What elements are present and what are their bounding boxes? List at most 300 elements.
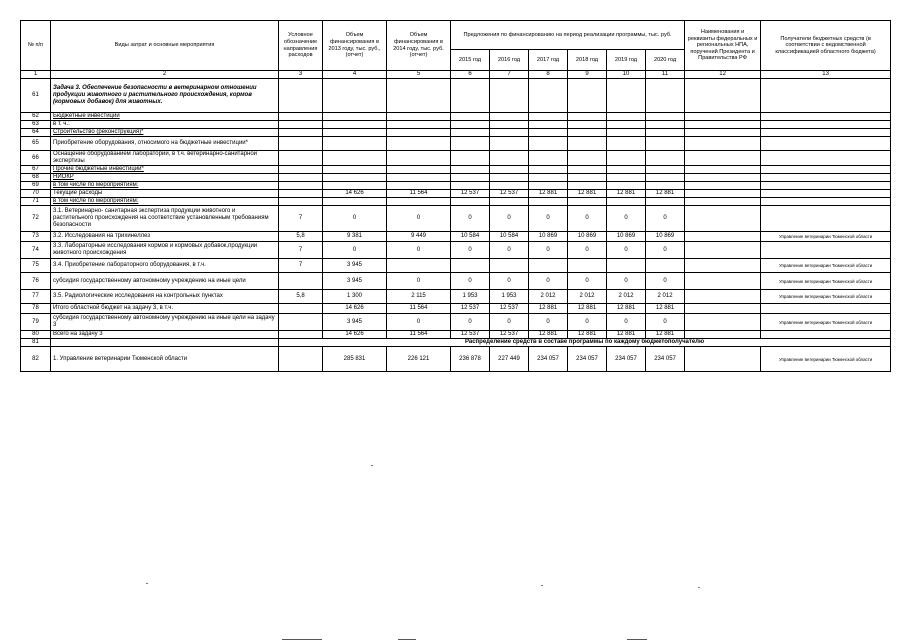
row-description: Текущие расходы <box>51 190 279 198</box>
row-legal-acts <box>685 129 761 137</box>
row-year-value: 12 881 <box>568 190 607 198</box>
row-year-value <box>451 182 490 190</box>
row-description <box>51 339 279 347</box>
row-direction <box>279 137 323 151</box>
row-year-value: 234 057 <box>607 347 646 372</box>
row-direction: 7 <box>279 259 323 273</box>
row-year-value <box>646 79 685 113</box>
row-year-value <box>646 259 685 273</box>
row-direction <box>279 129 323 137</box>
row-volume-2014: 11 564 <box>387 331 451 339</box>
row-year-value: 12 881 <box>646 331 685 339</box>
row-volume-2014 <box>387 166 451 174</box>
row-legal-acts <box>685 347 761 372</box>
row-description: в т. ч.: <box>51 121 279 129</box>
row-volume-2013 <box>323 137 387 151</box>
row-number: 74 <box>21 242 51 259</box>
row-year-value <box>568 137 607 151</box>
row-year-value <box>490 121 529 129</box>
row-number: 79 <box>21 314 51 331</box>
row-legal-acts <box>685 314 761 331</box>
row-description: 3.2. Исследования на трихинеллез <box>51 232 279 242</box>
row-year-value: 227 449 <box>490 347 529 372</box>
row-year-value: 0 <box>490 273 529 290</box>
row-year-value <box>607 198 646 206</box>
column-number: 1 <box>21 71 51 79</box>
row-year-value <box>529 151 568 166</box>
row-volume-2014: 226 121 <box>387 347 451 372</box>
row-legal-acts <box>685 331 761 339</box>
distribution-row <box>21 339 891 347</box>
row-number: 66 <box>21 151 51 166</box>
row-year-value <box>568 166 607 174</box>
row-year-value <box>490 137 529 151</box>
row-legal-acts <box>685 166 761 174</box>
row-year-value <box>451 198 490 206</box>
table-row <box>21 273 891 290</box>
row-year-value <box>607 182 646 190</box>
row-year-value <box>451 129 490 137</box>
row-volume-2013 <box>323 79 387 113</box>
row-description: Строительство (реконструкция)* <box>51 129 279 137</box>
row-year-value: 12 537 <box>451 190 490 198</box>
row-year-value: 10 869 <box>646 232 685 242</box>
row-year-value <box>529 259 568 273</box>
row-direction <box>279 347 323 372</box>
row-number: 76 <box>21 273 51 290</box>
column-number: 10 <box>607 71 646 79</box>
row-year-value: 12 881 <box>607 190 646 198</box>
row-recipient: Управление ветеринарии Тюменской области <box>761 232 891 242</box>
row-year-value <box>529 79 568 113</box>
row-legal-acts <box>685 137 761 151</box>
table-row <box>21 121 891 129</box>
row-year-value: 0 <box>568 273 607 290</box>
row-year-value <box>646 198 685 206</box>
row-recipient: Управление ветеринарии Тюменской области <box>761 259 891 273</box>
table-row <box>21 198 891 206</box>
row-volume-2013: 0 <box>323 242 387 259</box>
table-row <box>21 151 891 166</box>
row-year-value: 0 <box>646 314 685 331</box>
column-number: 3 <box>279 71 323 79</box>
column-number: 13 <box>761 71 891 79</box>
row-year-value <box>646 129 685 137</box>
header-row <box>21 21 891 50</box>
row-number: 80 <box>21 331 51 339</box>
column-number: 8 <box>529 71 568 79</box>
row-year-value: 12 881 <box>646 304 685 314</box>
row-volume-2013: 285 831 <box>323 347 387 372</box>
row-recipient <box>761 129 891 137</box>
row-year-value <box>607 113 646 121</box>
row-direction: 5,8 <box>279 290 323 304</box>
header-types: Виды затрат и основные мероприятия <box>51 21 279 71</box>
row-year-value <box>568 198 607 206</box>
row-year-value <box>607 129 646 137</box>
row-legal-acts <box>685 242 761 259</box>
header-year: 2016 год <box>490 50 529 71</box>
row-description: НИОКР <box>51 174 279 182</box>
row-year-value: 0 <box>529 242 568 259</box>
row-description: 3.3. Лабораторные исследования кормов и кормовых добавок,продукции животного происхождения <box>51 242 279 259</box>
row-year-value: 0 <box>451 273 490 290</box>
row-recipient <box>761 331 891 339</box>
row-year-value: 12 881 <box>529 331 568 339</box>
header-year: 2019 год <box>607 50 646 71</box>
row-volume-2014 <box>387 129 451 137</box>
table-row <box>21 129 891 137</box>
row-year-value: 0 <box>451 206 490 232</box>
row-year-value: 0 <box>646 273 685 290</box>
row-legal-acts <box>685 182 761 190</box>
column-number: 4 <box>323 71 387 79</box>
row-year-value <box>607 166 646 174</box>
row-year-value: 12 537 <box>490 190 529 198</box>
row-recipient <box>761 174 891 182</box>
row-year-value <box>490 259 529 273</box>
row-year-value <box>607 259 646 273</box>
row-year-value <box>607 137 646 151</box>
row-description: Приобретение оборудования, относимого на бюджетные инвестиции* <box>51 137 279 151</box>
row-volume-2014 <box>387 174 451 182</box>
row-year-value: 1 953 <box>490 290 529 304</box>
row-number: 73 <box>21 232 51 242</box>
row-year-value: 12 881 <box>568 304 607 314</box>
table-row <box>21 79 891 113</box>
table-row <box>21 190 891 198</box>
row-year-value: 10 584 <box>490 232 529 242</box>
scan-speck <box>541 585 543 586</box>
row-year-value: 0 <box>568 206 607 232</box>
table-row <box>21 347 891 372</box>
row-year-value: 12 881 <box>568 331 607 339</box>
column-number: 6 <box>451 71 490 79</box>
row-year-value <box>529 113 568 121</box>
table-row <box>21 314 891 331</box>
row-year-value <box>490 129 529 137</box>
row-year-value <box>568 121 607 129</box>
row-year-value <box>490 174 529 182</box>
row-number: 75 <box>21 259 51 273</box>
header-recipients: Получатели бюджетных средств (в соответствии с ведомственной классификацией областного бюджета) <box>761 21 891 71</box>
table-row <box>21 331 891 339</box>
row-legal-acts <box>685 113 761 121</box>
table-row <box>21 174 891 182</box>
row-year-value <box>646 151 685 166</box>
row-year-value: 12 881 <box>529 190 568 198</box>
row-legal-acts <box>685 259 761 273</box>
row-year-value <box>451 151 490 166</box>
row-year-value <box>607 174 646 182</box>
row-year-value: 10 869 <box>529 232 568 242</box>
row-year-value <box>451 79 490 113</box>
row-volume-2013: 0 <box>323 206 387 232</box>
row-year-value <box>451 113 490 121</box>
row-year-value: 10 869 <box>607 232 646 242</box>
row-year-value: 0 <box>607 273 646 290</box>
header-legal-acts: Наименования и реквизиты федеральных и региональных НПА, поручений Президента и Правительства РФ <box>685 21 761 71</box>
row-number: 82 <box>21 347 51 372</box>
table-row <box>21 259 891 273</box>
row-year-value: 12 881 <box>646 190 685 198</box>
row-direction <box>279 166 323 174</box>
row-recipient <box>761 190 891 198</box>
row-volume-2013: 14 626 <box>323 331 387 339</box>
row-volume-2013 <box>323 151 387 166</box>
row-description: в том числе по мероприятиям: <box>51 198 279 206</box>
row-volume-2014: 0 <box>387 206 451 232</box>
row-volume-2014 <box>387 121 451 129</box>
row-volume-2014: 9 449 <box>387 232 451 242</box>
row-volume-2013: 3 945 <box>323 314 387 331</box>
row-number: 62 <box>21 113 51 121</box>
header-no: № п/п <box>21 21 51 71</box>
row-number: 69 <box>21 182 51 190</box>
row-year-value: 234 057 <box>529 347 568 372</box>
column-number: 2 <box>51 71 279 79</box>
row-year-value <box>490 166 529 174</box>
header-year: 2020 год <box>646 50 685 71</box>
row-year-value <box>529 121 568 129</box>
column-number: 11 <box>646 71 685 79</box>
row-year-value: 0 <box>568 314 607 331</box>
row-direction: 5,8 <box>279 232 323 242</box>
table-row <box>21 290 891 304</box>
table-row <box>21 113 891 121</box>
row-year-value: 12 881 <box>607 331 646 339</box>
row-year-value: 2 012 <box>646 290 685 304</box>
row-number: 77 <box>21 290 51 304</box>
row-year-value: 0 <box>607 242 646 259</box>
row-recipient <box>761 304 891 314</box>
row-legal-acts <box>685 232 761 242</box>
row-number: 70 <box>21 190 51 198</box>
row-volume-2013 <box>323 113 387 121</box>
row-description: 3.5. Радиологические исследования на контрольных пунктах <box>51 290 279 304</box>
row-year-value: 12 537 <box>490 331 529 339</box>
row-description: 3.1. Ветеринарно- санитарная экспертиза продукции животного и растительного происхождения на соответствие установленным требованиям безопасности <box>51 206 279 232</box>
table-row <box>21 182 891 190</box>
row-recipient <box>761 121 891 129</box>
row-direction <box>279 182 323 190</box>
row-volume-2014 <box>387 198 451 206</box>
row-direction <box>279 331 323 339</box>
scan-speck <box>698 587 700 588</box>
row-year-value: 236 878 <box>451 347 490 372</box>
row-legal-acts <box>685 151 761 166</box>
row-direction: 7 <box>279 206 323 232</box>
row-year-value <box>529 129 568 137</box>
row-legal-acts <box>685 273 761 290</box>
row-legal-acts <box>685 174 761 182</box>
row-year-value: 0 <box>607 206 646 232</box>
row-volume-2013 <box>323 121 387 129</box>
row-year-value <box>646 121 685 129</box>
row-year-value <box>490 182 529 190</box>
row-direction <box>279 273 323 290</box>
header-year: 2018 год <box>568 50 607 71</box>
row-year-value <box>451 259 490 273</box>
row-volume-2014: 0 <box>387 273 451 290</box>
row-direction <box>279 190 323 198</box>
row-direction: 7 <box>279 242 323 259</box>
header-year: 2017 год <box>529 50 568 71</box>
row-volume-2014 <box>387 151 451 166</box>
row-number: 81 <box>21 339 51 347</box>
row-year-value: 0 <box>490 242 529 259</box>
row-volume-2014: 2 115 <box>387 290 451 304</box>
row-year-value: 1 953 <box>451 290 490 304</box>
scan-speck <box>146 583 148 584</box>
row-volume-2014 <box>387 137 451 151</box>
row-volume-2013: 3 945 <box>323 273 387 290</box>
row-year-value <box>490 198 529 206</box>
row-year-value <box>451 166 490 174</box>
row-direction <box>279 121 323 129</box>
row-year-value: 0 <box>451 314 490 331</box>
row-year-value <box>451 121 490 129</box>
row-year-value: 10 869 <box>568 232 607 242</box>
row-year-value <box>646 166 685 174</box>
row-direction <box>279 304 323 314</box>
row-year-value: 234 057 <box>568 347 607 372</box>
column-number: 5 <box>387 71 451 79</box>
header-year: 2015 год <box>451 50 490 71</box>
row-number: 71 <box>21 198 51 206</box>
row-legal-acts <box>685 290 761 304</box>
row-year-value: 0 <box>451 242 490 259</box>
row-number: 61 <box>21 79 51 113</box>
row-recipient <box>761 242 891 259</box>
row-year-value: 0 <box>529 273 568 290</box>
row-volume-2014 <box>387 182 451 190</box>
row-legal-acts <box>685 190 761 198</box>
row-recipient <box>761 166 891 174</box>
row-direction <box>279 198 323 206</box>
row-number: 67 <box>21 166 51 174</box>
column-number-row <box>21 71 891 79</box>
row-number: 63 <box>21 121 51 129</box>
row-description: субсидия государственному автономному учреждению на иные цели на задачу 3 <box>51 314 279 331</box>
row-year-value: 234 057 <box>646 347 685 372</box>
row-legal-acts <box>685 304 761 314</box>
column-number: 12 <box>685 71 761 79</box>
row-recipient <box>761 113 891 121</box>
row-number: 72 <box>21 206 51 232</box>
row-legal-acts <box>685 79 761 113</box>
row-volume-2014: 11 564 <box>387 190 451 198</box>
row-number: 65 <box>21 137 51 151</box>
row-year-value: 12 881 <box>607 304 646 314</box>
row-description: Прочие бюджетные инвестиции* <box>51 166 279 174</box>
row-year-value: 2 012 <box>568 290 607 304</box>
scan-speck <box>371 465 373 466</box>
table-row <box>21 206 891 232</box>
row-description: Бюджетные инвестиции <box>51 113 279 121</box>
header-volume-2013: Объем финансирования в 2013 году, тыс. руб., (отчет) <box>323 21 387 71</box>
row-year-value: 2 012 <box>607 290 646 304</box>
header-volume-2014: Объем финансирования в 2014 году, тыс. руб. (отчет) <box>387 21 451 71</box>
row-description: Оснащение оборудованием лаборатории, в т.ч. ветеринарно-санитарной экспертизы <box>51 151 279 166</box>
row-year-value <box>646 113 685 121</box>
row-year-value <box>529 174 568 182</box>
table-row <box>21 242 891 259</box>
row-description: в том числе по мероприятиям: <box>51 182 279 190</box>
row-year-value <box>490 79 529 113</box>
row-year-value <box>451 137 490 151</box>
row-volume-2013: 3 945 <box>323 259 387 273</box>
distribution-title: Распределение средств в составе программы по каждому бюджетополучателю <box>279 339 891 347</box>
row-year-value <box>568 151 607 166</box>
row-recipient <box>761 151 891 166</box>
row-direction <box>279 113 323 121</box>
row-description: Задача 3. Обеспечение безопасности в ветеринарном отношении продукции животного и растительного происхождения, кормов (кормовых добавок) для животных. <box>51 79 279 113</box>
row-number: 68 <box>21 174 51 182</box>
row-volume-2014 <box>387 79 451 113</box>
row-year-value: 0 <box>607 314 646 331</box>
row-year-value: 0 <box>490 314 529 331</box>
row-number: 78 <box>21 304 51 314</box>
row-year-value: 2 012 <box>529 290 568 304</box>
row-volume-2013: 14 626 <box>323 190 387 198</box>
column-number: 9 <box>568 71 607 79</box>
row-recipient: Управление ветеринарии Тюменской области <box>761 347 891 372</box>
row-description: Всего на задачу 3 <box>51 331 279 339</box>
row-recipient: Управление ветеринарии Тюменской области <box>761 314 891 331</box>
row-recipient: Управление ветеринарии Тюменской области <box>761 273 891 290</box>
table-row <box>21 304 891 314</box>
row-legal-acts <box>685 121 761 129</box>
row-year-value <box>490 151 529 166</box>
row-recipient <box>761 206 891 232</box>
row-year-value: 0 <box>490 206 529 232</box>
row-volume-2013 <box>323 166 387 174</box>
row-description: 3.4. Приобретение лабораторного оборудования, в т.ч. <box>51 259 279 273</box>
row-year-value <box>646 182 685 190</box>
row-year-value <box>529 182 568 190</box>
table-row <box>21 137 891 151</box>
column-number: 7 <box>490 71 529 79</box>
row-volume-2013: 1 300 <box>323 290 387 304</box>
row-year-value: 12 537 <box>490 304 529 314</box>
budget-table <box>20 20 891 372</box>
row-year-value <box>646 137 685 151</box>
table-row <box>21 232 891 242</box>
row-recipient: Управление ветеринарии Тюменской области <box>761 290 891 304</box>
row-year-value <box>607 121 646 129</box>
row-legal-acts <box>685 206 761 232</box>
row-year-value: 0 <box>529 206 568 232</box>
row-volume-2014: 0 <box>387 242 451 259</box>
row-year-value: 12 881 <box>529 304 568 314</box>
row-volume-2013 <box>323 198 387 206</box>
row-year-value: 0 <box>529 314 568 331</box>
row-year-value: 0 <box>568 242 607 259</box>
row-year-value <box>607 151 646 166</box>
row-recipient <box>761 182 891 190</box>
row-year-value: 0 <box>646 242 685 259</box>
row-year-value <box>568 113 607 121</box>
row-volume-2014: 11 564 <box>387 304 451 314</box>
row-volume-2013: 9 381 <box>323 232 387 242</box>
row-recipient <box>761 198 891 206</box>
header-direction: Условное обозначение направления расходов <box>279 21 323 71</box>
row-direction <box>279 151 323 166</box>
row-volume-2013 <box>323 174 387 182</box>
row-recipient <box>761 79 891 113</box>
row-year-value <box>568 79 607 113</box>
